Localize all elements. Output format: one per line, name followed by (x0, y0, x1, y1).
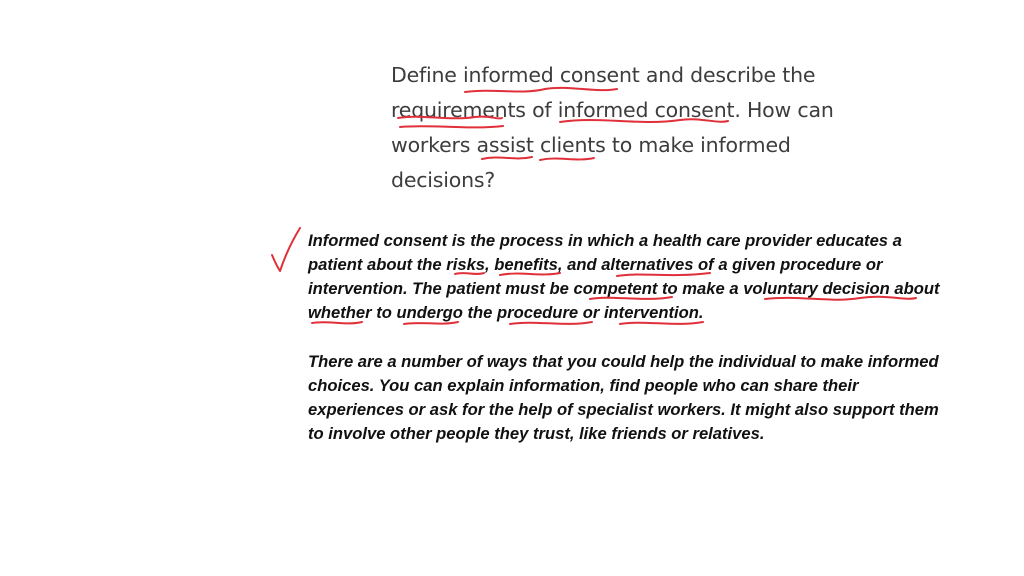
answer-line: patient about the risks, benefits, and alternatives of a given procedure or (308, 255, 883, 274)
answer-line: whether to undergo the procedure or intervention. (308, 303, 704, 322)
question-line: requirements of informed consent. How can (391, 98, 834, 122)
question-line: Define informed consent and describe the (391, 63, 816, 87)
check-mark-icon (272, 228, 300, 271)
answer-paragraph-support (308, 350, 1008, 446)
answer-line: Informed consent is the process in which a health care provider educates a (308, 231, 902, 250)
answer-line: experiences or ask for the help of specialist workers. It might also support them (308, 400, 939, 419)
answer-paragraph-definition (308, 229, 1008, 325)
question-line: decisions? (391, 168, 496, 192)
answer-line: choices. You can explain information, find people who can share their (308, 376, 859, 395)
question-text (391, 58, 861, 198)
answer-line: There are a number of ways that you could help the individual to make informed (308, 352, 939, 371)
question-line: workers assist clients to make informed (391, 133, 791, 157)
answer-line: to involve other people they trust, like friends or relatives. (308, 424, 765, 443)
answer-line: intervention. The patient must be competent to make a voluntary decision about (308, 279, 940, 298)
